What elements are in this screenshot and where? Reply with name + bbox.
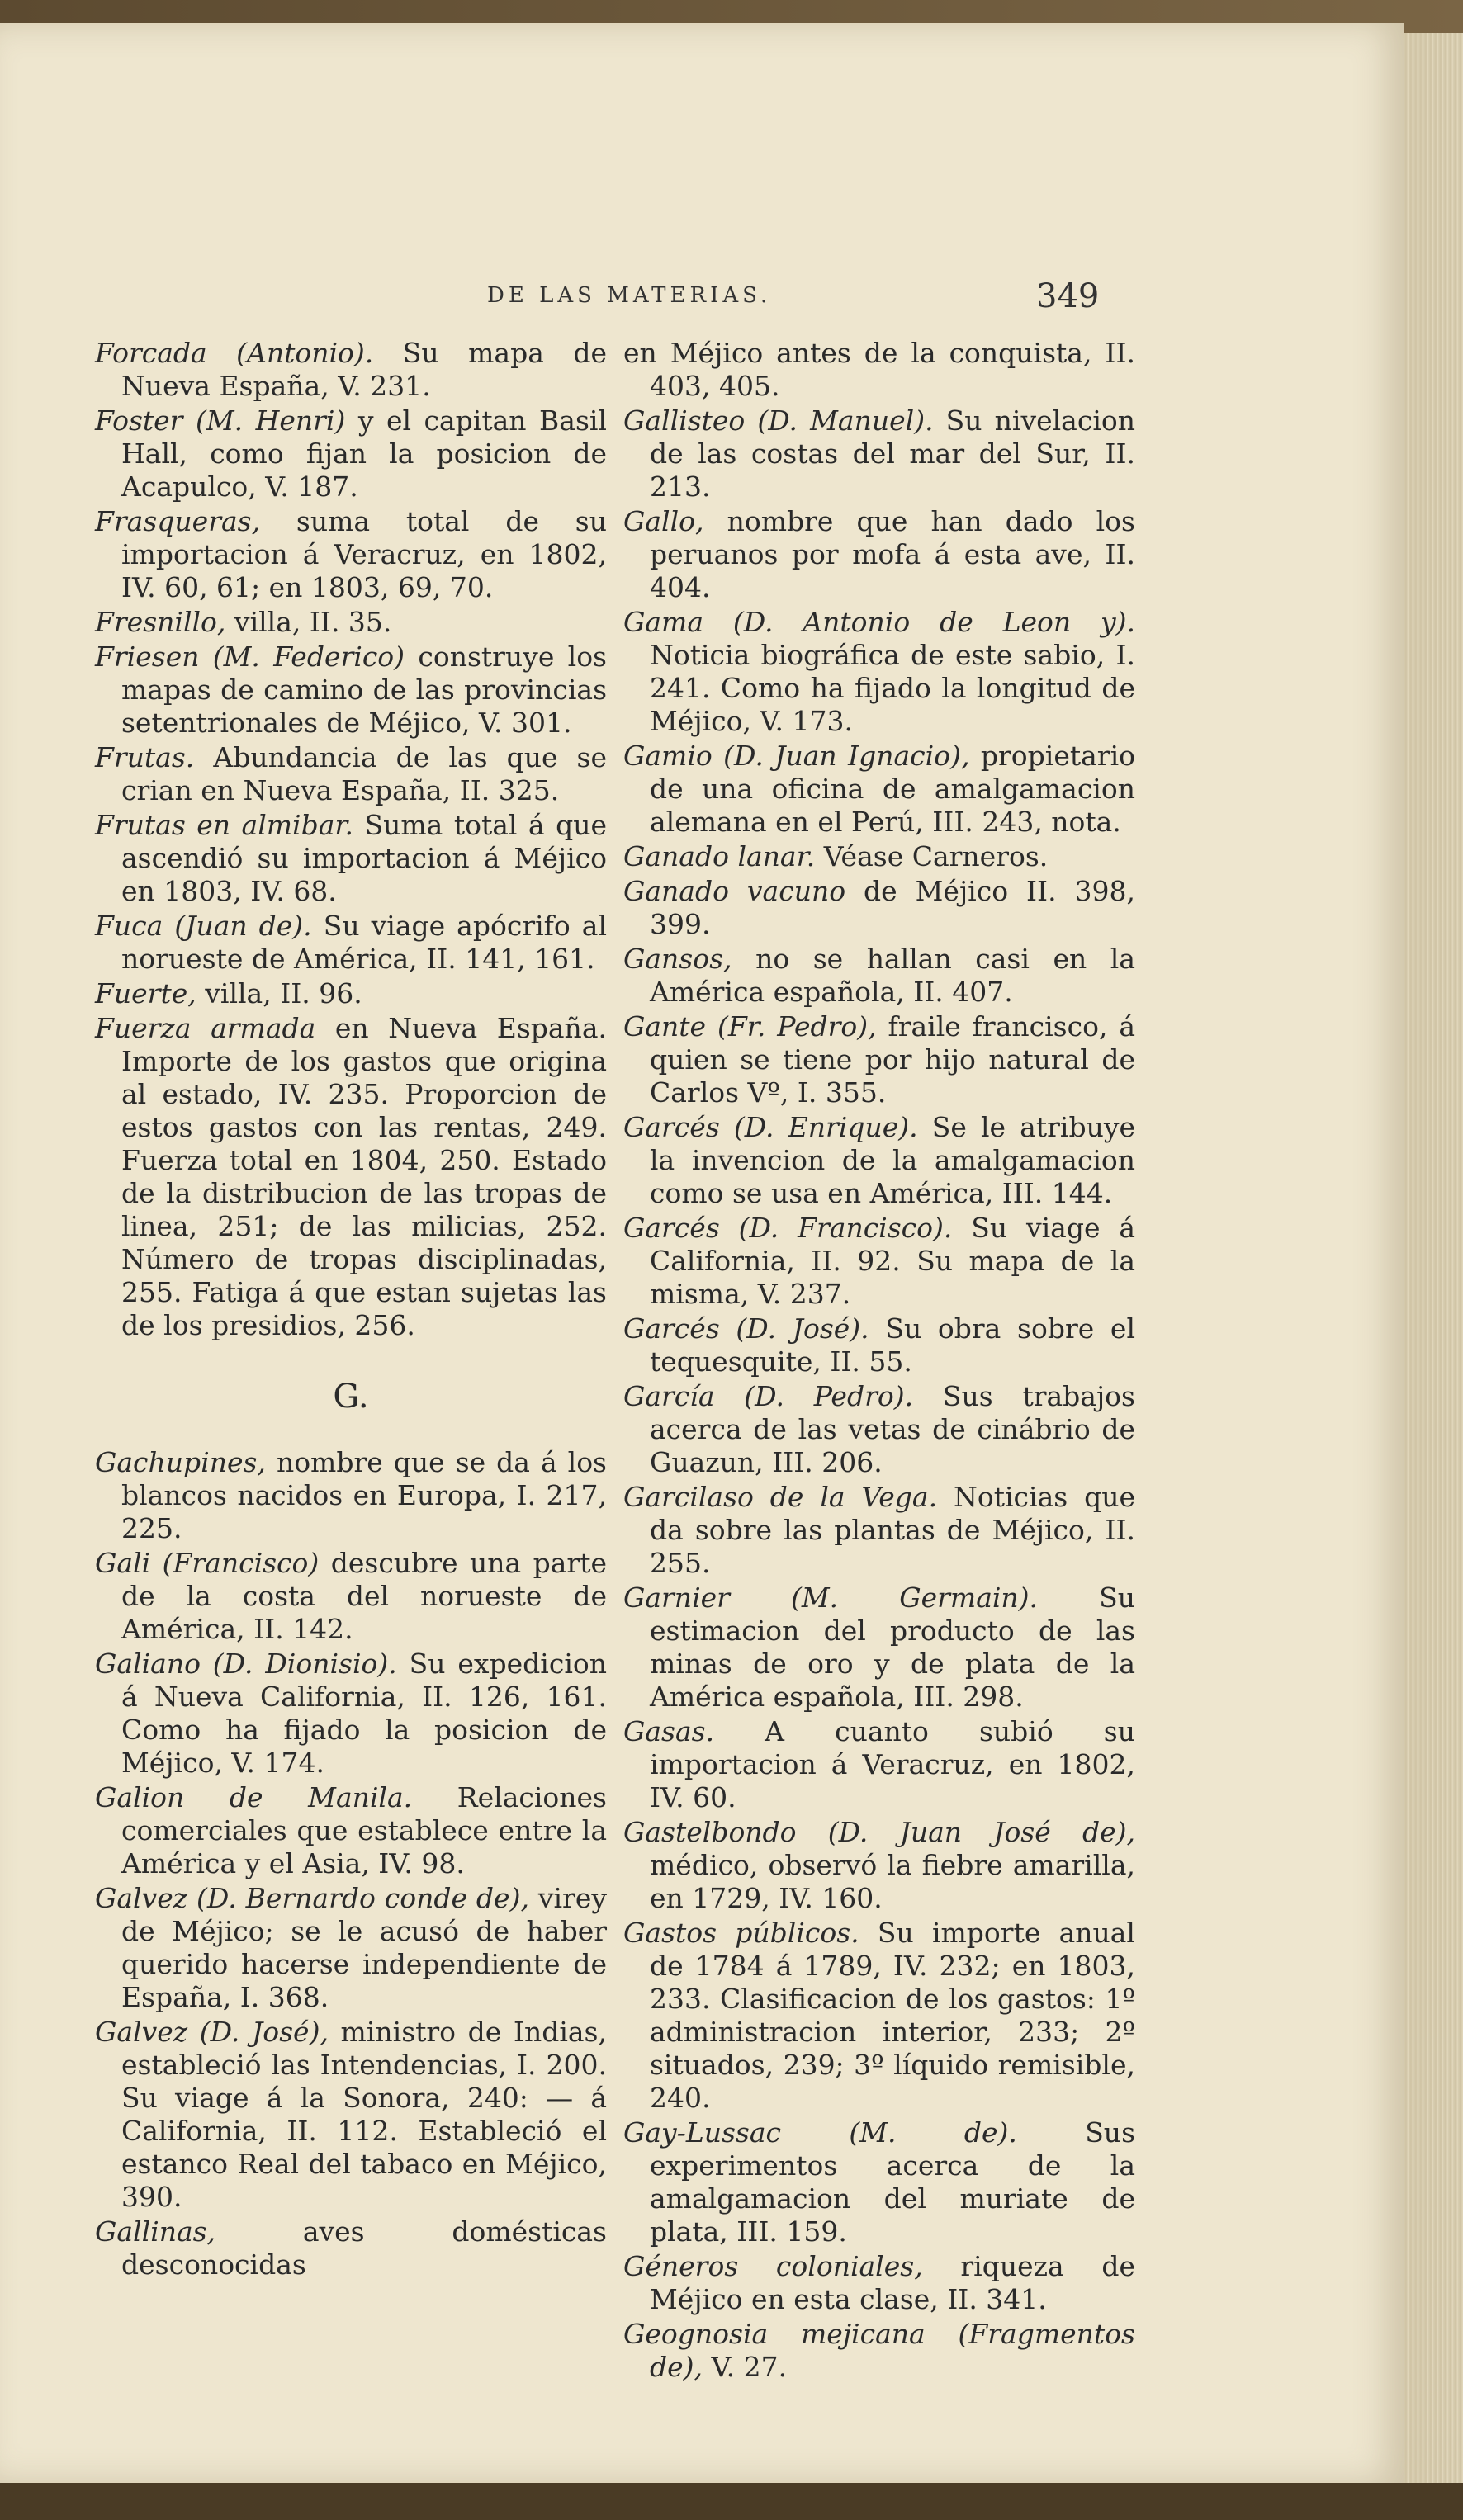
index-entry [95,1781,607,1880]
entry-text: propietario de una oficina de amalgamacion alemana en el Perú, III. 243, nota. [650,740,1135,838]
entry-headword: Gamio (D. Juan Ignacio), [623,740,970,772]
entry-text: en Nueva España. Importe de los gastos que origina al estado, IV. 235. Proporcion de estos gastos con las rentas, 249. Fuerza total en 1804, 250. Estado de la distribucion de las tropas de linea, 251; de las milicias, 252. Número de tropas disciplinadas, 255. Fatiga á que estan sujetas las de los presidios, 256. [121,1012,607,1341]
index-entry [95,910,607,976]
index-entry [95,1446,607,1545]
entry-text: Su estimacion del producto de las minas de oro y de plata de la América española, III. 298. [650,1582,1136,1713]
entry-headword: García (D. Pedro). [623,1380,914,1412]
index-entry [95,505,607,604]
page-number: 349 [1036,277,1100,315]
index-entry [95,1648,607,1780]
right-column [623,337,1135,2385]
entry-headword: Gama (D. Antonio de Leon y). [623,606,1135,638]
index-entry [95,977,607,1010]
left-column [95,337,607,2283]
entry-headword: Géneros coloniales, [623,2250,923,2282]
entry-text: Su viage apócrifo al norueste de América, II. 141, 161. [121,910,608,975]
index-entry [95,1012,607,1342]
entry-headword: Geognosia mejicana (Fragmentos de), [623,2318,1135,2383]
entry-text: Véase Carneros. [823,840,1049,872]
entry-text: no se hallan casi en la América española, II. 407. [650,943,1135,1008]
entry-headword: Gallinas, [95,2215,216,2248]
entry-text: médico, observó la fiebre amarilla, en 1729, IV. 160. [650,1849,1135,1914]
section-letter-g: G. [333,1378,369,1416]
index-entry [623,1582,1135,1714]
index-entry [623,1212,1135,1311]
index-entry [95,641,607,740]
entry-text: ministro de Indias, estableció las Intendencias, I. 200. Su viage á la Sonora, 240: — á California, II. 112. Estableció el estanco Real del tabaco en Méjico, 390. [121,2016,607,2213]
index-entry [623,1816,1135,1915]
entry-text: nombre que se da á los blancos nacidos en Europa, I. 217, 225. [121,1446,607,1544]
entry-text: Suma total á que ascendió su importacion á Méjico en 1803, IV. 68. [121,809,607,907]
entries-right [623,337,1135,2384]
entry-headword: Frutas. [95,741,195,773]
entry-headword: Gallo, [623,505,704,537]
entry-headword: Gastos públicos. [623,1917,859,1949]
book-page [0,23,1404,2483]
entry-headword: Gante (Fr. Pedro), [623,1010,877,1043]
index-entry [623,1380,1135,1479]
entry-text: Su importe anual de 1784 á 1789, IV. 232; en 1803, 233. Clasificacion de los gastos: 1º administracion interior, 233; 2º situados, 239; 3º líquido remisible, 240. [650,1917,1135,2114]
entry-text: virey de Méjico; se le acusó de haber querido hacerse independiente de España, I. 368. [121,1882,607,2013]
index-entry [95,741,607,807]
entry-text: aves domésticas desconocidas [121,2215,607,2281]
entry-text: Su mapa de Nueva España, V. 231. [121,337,608,402]
index-entry [623,505,1135,604]
entry-text: V. 27. [711,2351,788,2383]
index-entry [95,809,607,908]
entry-text: construye los mapas de camino de las provincias setentrionales de Méjico, V. 301. [121,641,607,739]
entry-headword: Garnier (M. Germain). [623,1582,1039,1614]
index-entry [95,1882,607,2014]
index-entry [623,606,1135,738]
index-entry [623,943,1135,1009]
entry-headword: Ganado lanar. [623,840,816,872]
entry-headword: Galvez (D. Bernardo conde de), [95,1882,529,1914]
index-entry [623,2116,1135,2248]
entry-text: Su obra sobre el tequesquite, II. 55. [650,1312,1136,1378]
entry-headword: Garcés (D. Francisco). [623,1212,953,1244]
entry-text: de Méjico II. 398, 399. [650,875,1135,940]
entry-text: Su viage á California, II. 92. Su mapa de la misma, V. 237. [650,1212,1136,1310]
index-entry [95,1547,607,1646]
entry-headword: Fuerza armada [95,1012,316,1044]
entry-headword: Forcada (Antonio). [95,337,374,369]
index-entry [95,2016,607,2214]
entry-headword: Fuca (Juan de). [95,910,312,942]
index-entry [623,404,1135,504]
entry-headword: Foster (M. Henri) [95,404,346,437]
entry-text: en Méjico antes de la conquista, II. 403, 405. [623,337,1135,402]
entry-text: riqueza de Méjico en esta clase, II. 341. [650,2250,1135,2315]
entry-headword: Gali (Francisco) [95,1547,320,1579]
index-entry [623,1312,1135,1378]
entry-headword: Garcilaso de la Vega. [623,1481,938,1513]
entry-text: Sus experimentos acerca de la amalgamacion del muriate de plata, III. 159. [650,2116,1135,2248]
index-entry [623,1715,1135,1814]
entry-headword: Galiano (D. Dionisio). [95,1648,397,1680]
book-bottom-edge [0,2483,1463,2520]
entries-f [95,337,607,1342]
page-edge [1404,33,1463,2501]
entry-headword: Frasqueras, [95,505,261,537]
index-entry [623,2318,1135,2384]
entry-headword: Gasas. [623,1715,715,1747]
entry-headword: Galvez (D. José), [95,2016,329,2048]
entry-headword: Gay-Lussac (M. de). [623,2116,1017,2149]
index-entry [623,875,1135,941]
entry-headword: Garcés (D. Enrique). [623,1111,918,1143]
entry-headword: Gastelbondo (D. Juan José de), [623,1816,1135,1848]
entry-text: nombre que han dado los peruanos por mofa á esta ave, II. 404. [650,505,1135,603]
index-entry [95,337,607,403]
entry-headword: Gachupines, [95,1446,266,1478]
entry-headword: Frutas en almibar. [95,809,354,841]
entry-text: villa, II. 96. [205,977,362,1009]
entry-headword: Galion de Manila. [95,1781,413,1813]
entry-headword: Friesen (M. Federico) [95,641,405,673]
entry-headword: Fuerte, [95,977,196,1009]
index-entry [623,740,1135,839]
entry-text: Se le atribuye la invencion de la amalgamacion como se usa en América, III. 144. [650,1111,1135,1209]
index-entry [623,1111,1135,1210]
entry-text: A cuanto subió su importacion á Veracruz, en 1802, IV. 60. [650,1715,1135,1813]
entry-headword: Gallisteo (D. Manuel). [623,404,934,437]
entry-headword: Garcés (D. José). [623,1312,869,1345]
entry-text: descubre una parte de la costa del norueste de América, II. 142. [121,1547,607,1645]
entry-text: Sus trabajos acerca de las vetas de cinábrio de Guazun, III. 206. [650,1380,1135,1478]
index-entry [95,404,607,504]
entry-headword: Ganado vacuno [623,875,846,907]
entry-text: Su nivelacion de las costas del mar del Sur, II. 213. [650,404,1135,503]
index-entry [95,2215,607,2281]
entries-g [95,1446,607,2281]
entry-text: villa, II. 35. [234,606,392,638]
index-entry [623,2250,1135,2316]
index-entry [95,606,607,639]
index-entry [623,1481,1135,1580]
index-entry [623,1010,1135,1109]
entry-text: Noticias que da sobre las plantas de Méjico, II. 255. [650,1481,1135,1579]
entry-text: Su expedicion á Nueva California, II. 126, 161. Como ha fijado la posicion de Méjico, V. 174. [121,1648,607,1779]
index-entry [623,337,1135,403]
entry-headword: Fresnillo, [95,606,226,638]
entry-text: fraile francisco, á quien se tiene por hijo natural de Carlos Vº, I. 355. [650,1010,1135,1109]
entry-text: Abundancia de las que se crian en Nueva España, II. 325. [121,741,607,806]
index-entry [623,1917,1135,2115]
index-entry [623,840,1135,873]
entry-text: y el capitan Basil Hall, como fijan la posicion de Acapulco, V. 187. [121,404,607,503]
entry-text: Noticia biográfica de este sabio, I. 241. Como ha fijado la longitud de Méjico, V. 173. [650,639,1135,737]
running-head: DE LAS MATERIAS. [487,283,772,308]
entry-text: Relaciones comerciales que establece entre la América y el Asia, IV. 98. [121,1781,607,1879]
entry-headword: Gansos, [623,943,732,975]
entry-text: suma total de su importacion á Veracruz, en 1802, IV. 60, 61; en 1803, 69, 70. [121,505,607,603]
